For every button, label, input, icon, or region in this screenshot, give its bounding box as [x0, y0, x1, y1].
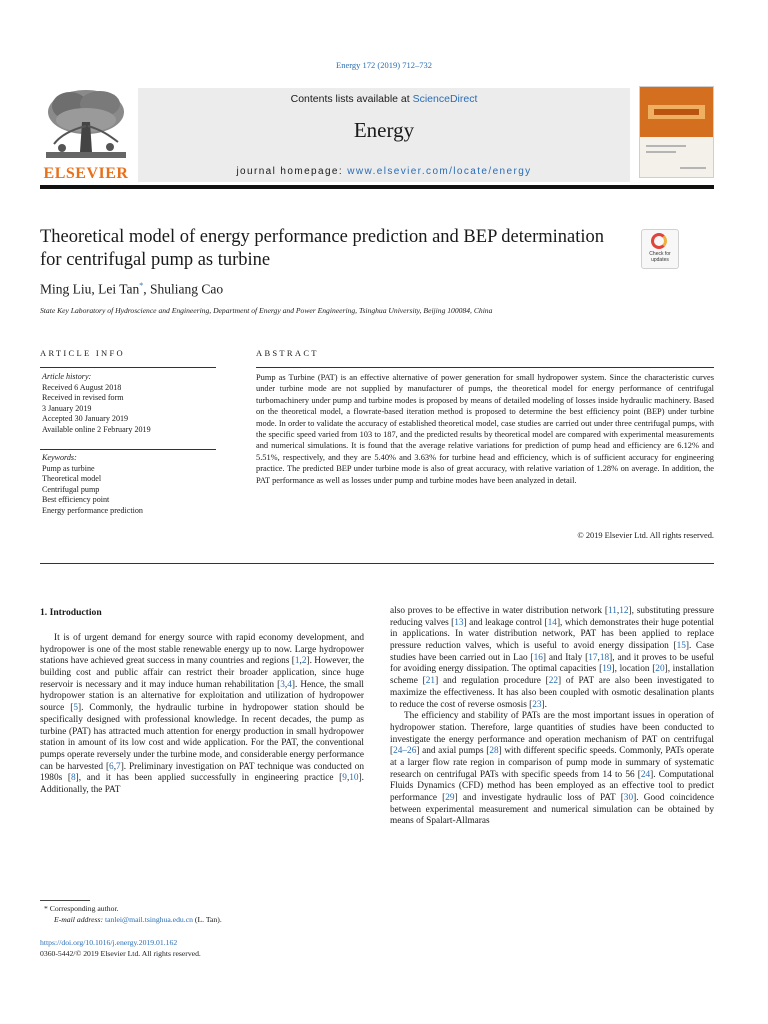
check-for-updates-button[interactable]	[641, 229, 679, 269]
publisher-logo-text: ELSEVIER	[43, 165, 129, 182]
reference-link[interactable]: 14	[547, 617, 557, 628]
email-link[interactable]: tanlei@mail.tsinghua.edu.cn	[104, 915, 193, 924]
keywords-label: Keywords:	[42, 453, 77, 462]
homepage-link[interactable]: www.elsevier.com/locate/energy	[347, 166, 532, 177]
doi-line[interactable]	[40, 938, 177, 947]
email-suffix: (L. Tan).	[192, 915, 222, 924]
cover-text-line	[680, 167, 706, 169]
cover-text-line	[646, 151, 676, 153]
reference-link[interactable]: 13	[454, 617, 464, 628]
check-updates-label: Check for updates	[649, 251, 671, 263]
reference-link[interactable]: 6	[109, 761, 114, 772]
history-label: Article history:	[42, 372, 92, 381]
article-info-heading: ARTICLE INFO	[40, 348, 125, 358]
tree-icon	[40, 86, 132, 164]
header-rule	[40, 185, 714, 189]
doi-link[interactable]: https://doi.org/10.1016/j.energy.2019.01.162	[40, 938, 178, 947]
history-item: Received in revised form	[42, 393, 124, 403]
paragraph: also proves to be effective in water distribution network [11,12], substituting pressure reducing valves [13] and leakage control [14], which demonstrates their huge potential in applications. In water distribution network, PAT has been applied to replace pressure reduction valves, which is useful to avoid energy dissipation [15]. Case studies have been carried out in Lao [16] and Italy [17,18], and it proves to be useful for avoiding energy dissipation. The optimal capacities [19], location [20], installation scheme [21] and regulation procedure [22] of PAT are also been investigated to maximize the effectiveness. It has also been coupled with osmotic desalination plants to reduce the cost of reverse osmosis [23].	[390, 606, 715, 710]
reference-link[interactable]: 10	[349, 773, 359, 784]
reference-link[interactable]: 2	[301, 656, 307, 667]
keyword-item: Theoretical model	[42, 474, 102, 484]
article-history	[42, 372, 217, 436]
reference-link[interactable]: 3	[280, 679, 285, 690]
reference-link[interactable]: 28	[489, 746, 499, 757]
keyword-item: Best efficiency point	[42, 495, 110, 505]
paragraph: The efficiency and stability of PATs are the most important issues in operation of hydropower station. Therefore, large quantities of studies have been conducted to investigate the energy performance and operation mechanism of PAT on centrifugal [24‒26] and axial pumps [28] with different specific speeds. Commonly, PATs operate at a larger flow rate region in comparison of pump mode in summary of systematic research on centrifugal PATs with specific speeds from 14 to 56 [24]. Computational Fluids Dynamics (CFD) method has been employed as an effective tool to predict performance [29] and investigate hydraulic loss of PAT [30]. Good coincidence between experimental measurement and numerical simulation can be obtained by means of Spalart-Allmaras	[390, 711, 715, 827]
reference-link[interactable]: 18	[599, 652, 610, 663]
check-updates-icon	[651, 233, 667, 249]
keywords-rule	[40, 449, 216, 450]
history-item: Accepted 30 January 2019	[42, 414, 129, 424]
sciencedirect-link[interactable]: ScienceDirect	[412, 93, 478, 105]
keyword-item: Centrifugal pump	[42, 484, 100, 494]
abstract-rule	[256, 367, 714, 368]
cover-text-line	[646, 145, 686, 147]
affiliation: State Key Laboratory of Hydroscience and Engineering, Department of Energy and Power Engineering, Tsinghua University, Beijing 100084, China	[40, 306, 493, 315]
history-item: 3 January 2019	[42, 403, 92, 413]
footnote-rule	[40, 900, 90, 901]
abstract-copyright: © 2019 Elsevier Ltd. All rights reserved.	[577, 531, 714, 540]
email-label: E-mail address:	[54, 915, 105, 924]
reference-link[interactable]: 24	[640, 769, 651, 780]
reference-link[interactable]: 9	[342, 773, 347, 784]
contents-prefix: Contents lists available at	[290, 93, 413, 105]
journal-cover-thumbnail[interactable]	[639, 86, 714, 178]
abstract-text: Pump as Turbine (PAT) is an effective alternative of power generation for small hydropower system. Since the characteristic curves under turbine mode are not supplied by manufacturer of pumps, the theoretical model for energy performance of centrifugal turbomachinery under pump and turbine modes is proposed by means of detailed modeling of losses inside hydraulic machinery. Based on the theoretical model, a flowrate-based iteration method is proposed to determine the best efficiency point (BEP) under turbine mode. In order to validate the accuracy of established theoretical model, case studies are carried out under three centrifugal pumps, with the specific speed varied from 103 to 187, and the predicted results by theoretical model are compared with experimental measurements and numerical simulations. It is found that the average relative variations for prediction of pump head and efficiency are 6.12% and 5.51%, respectively, and they are 5.40% and 3.63% for turbine head and efficiency, which is of sufficient accuracy for engineering practice. The predicted BEP under turbine mode is also of great accuracy, with relative variation of 1.28% on average. In addition, the PAT performance as well as losses under pump and turbine modes have been analyzed in detail.	[256, 373, 714, 485]
reference-link[interactable]: 8	[70, 773, 76, 784]
reference-link[interactable]: 21	[425, 676, 436, 687]
reference-link[interactable]: 12	[619, 606, 629, 616]
footnote-label: Corresponding author.	[49, 904, 119, 913]
author-list	[40, 281, 223, 298]
reference-link[interactable]: 5	[73, 703, 78, 714]
reference-link[interactable]: 30	[623, 793, 634, 803]
keywords	[42, 453, 217, 517]
reference-link[interactable]: 7	[116, 761, 121, 772]
reference-link[interactable]: 29	[445, 793, 455, 803]
abstract-heading: ABSTRACT	[256, 348, 319, 358]
reference-link[interactable]: 24‒26	[393, 746, 417, 757]
body-column-left	[40, 633, 364, 797]
authors-first: Ming Liu, Lei Tan	[40, 281, 140, 297]
reference-link[interactable]: 15	[676, 641, 686, 652]
homepage-prefix: journal homepage:	[236, 166, 348, 177]
article-title: Theoretical model of energy performance prediction and BEP determination for centrifugal pump as turbine	[40, 227, 605, 270]
reference-link[interactable]: 22	[548, 676, 559, 687]
footnote-mark: *	[44, 904, 48, 913]
reference-link[interactable]: 4	[287, 679, 292, 690]
contents-line	[138, 93, 630, 105]
journal-homepage-line	[138, 166, 630, 177]
footnote	[44, 903, 364, 925]
info-rule	[40, 367, 216, 368]
reference-link[interactable]: 17	[588, 652, 598, 663]
citation-link[interactable]: Energy 172 (2019) 712–732	[336, 60, 432, 70]
keyword-item: Energy performance prediction	[42, 505, 143, 515]
corresponding-author-mark[interactable]: *	[139, 281, 144, 290]
journal-name: Energy	[353, 118, 415, 142]
authors-rest: , Shuliang Cao	[143, 281, 224, 297]
history-item: Available online 2 February 2019	[42, 424, 151, 434]
reference-link[interactable]: 19	[602, 664, 612, 675]
journal-citation[interactable]	[0, 60, 768, 70]
paragraph: It is of urgent demand for energy source with rapid economy development, and hydropower is one of the most stable renewable energy up to now. Large hydropower stations have achieved great success in many countries and regions [1,2]. However, the building cost and public affair can restrict their broader application, since huge reservoir is necessary and it may induce human rehabilitation [3,4]. Hence, the small hydropower station is an alternative for exploitation and utilization of hydropower source [5]. Commonly, the hydraulic turbine in hydropower station should be specifically designed with professional knowledge. In recent decades, the pump as turbine (PAT) has attracted much attention for energy production in small hydropower station in amount of its low cost and wide application. For the PAT, the conventional pumps operate reversely under the turbine mode, and considerable energy performance can be harvested [6,7]. Preliminary investigation on PAT technique was conducted on 1980s [8], and it has been applied successfully in engineering practice [9,10]. Additionally, the PAT	[40, 633, 364, 795]
reference-link[interactable]: 11	[607, 606, 617, 616]
section-rule	[40, 563, 714, 564]
section-heading-introduction: 1. Introduction	[40, 607, 102, 618]
cover-title-mark	[654, 109, 699, 115]
reference-link[interactable]: 1	[294, 656, 300, 667]
body-column-right	[390, 606, 714, 828]
reference-link[interactable]: 16	[533, 652, 543, 663]
reference-link[interactable]: 23	[532, 699, 542, 710]
keyword-item: Pump as turbine	[42, 463, 95, 473]
history-item: Received 6 August 2018	[42, 382, 122, 392]
reference-link[interactable]: 20	[655, 664, 665, 675]
issn-line: 0360-5442/© 2019 Elsevier Ltd. All rights reserved.	[40, 949, 201, 958]
